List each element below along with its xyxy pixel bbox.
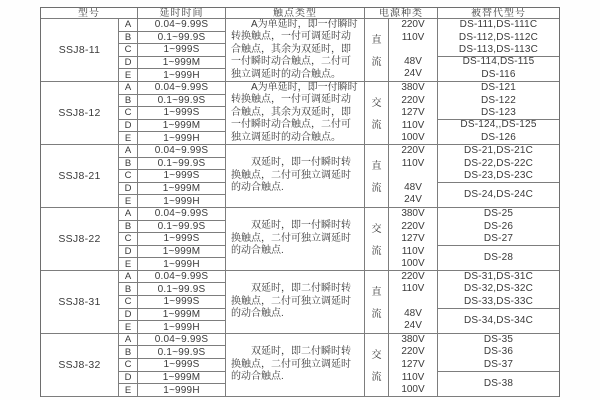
- voltage-line: 110V: [401, 119, 425, 131]
- voltage-line: 220V: [401, 220, 425, 232]
- replaced-model: DS-23,DS-23C: [463, 170, 534, 182]
- letter-cell: C: [119, 170, 138, 183]
- letter-cell: E: [119, 132, 138, 145]
- contact-type-cell: [226, 208, 365, 271]
- voltage-line: [389, 44, 437, 56]
- contact-type-text: 双延时，即一付瞬时转换触点，二付可独立调延时的动合触点.: [231, 220, 351, 257]
- model-cell: SSJ8-11: [41, 19, 119, 82]
- replaced-model: DS-113,DS-113C: [458, 44, 539, 56]
- letter-cell: D: [119, 372, 138, 385]
- letter-cell: D: [119, 309, 138, 322]
- delay-cell: 1~999H: [138, 321, 226, 334]
- replaced-models-bottom-cell: [438, 57, 559, 82]
- voltage-line: 100V: [401, 258, 425, 270]
- voltage-cell: [389, 334, 438, 397]
- replaced-model: DS-121: [480, 81, 517, 93]
- power-kind-char: 交: [371, 224, 382, 236]
- replaced-models-bottom-cell: [438, 246, 559, 271]
- delay-cell: 0.1~99.9S: [138, 346, 226, 359]
- relay-spec-table: [40, 7, 560, 397]
- delay-cell: 0.1~99.9S: [138, 283, 226, 296]
- replaced-model: DS-33,DS-33C: [463, 296, 534, 308]
- replaced-model: DS-36: [483, 346, 514, 358]
- delay-cell: 1~999H: [138, 384, 226, 397]
- contact-type-text: 双延时，即二付瞬时转换触点，二付可独立调延时的动合触点.: [231, 346, 351, 383]
- model-cell: SSJ8-21: [41, 145, 119, 208]
- voltage-cell: [389, 145, 438, 208]
- header-model: 型号: [41, 8, 138, 19]
- replaced-model: DS-22,DS-22C: [463, 157, 534, 169]
- replaced-model: DS-25: [483, 207, 514, 219]
- replaced-model: DS-37: [483, 359, 514, 371]
- voltage-line: 220V: [401, 346, 425, 358]
- delay-cell: 0.1~99.9S: [138, 32, 226, 45]
- letter-cell: D: [119, 183, 138, 196]
- delay-cell: 0.1~99.9S: [138, 95, 226, 108]
- power-kind-cell: [365, 271, 389, 334]
- header-power-type: 电源种类: [365, 8, 438, 19]
- voltage-cell: [389, 271, 438, 334]
- power-kind-char: 流: [371, 183, 382, 195]
- voltage-line: [389, 296, 437, 308]
- power-kind-char: 交: [371, 98, 382, 110]
- replaced-model: DS-26: [483, 220, 514, 232]
- delay-cell: 1~999H: [138, 258, 226, 271]
- contact-type-text: A为单延时，即一付瞬时转换触点，一付可调延时动合触点，其余为双延时，即一付瞬时动合触点，二付可独立调延时的动合触点。: [231, 81, 358, 143]
- delay-cell: 1~999S: [138, 296, 226, 309]
- voltage-line: [389, 170, 437, 182]
- letter-cell: B: [119, 158, 138, 171]
- replaced-model: DS-21,DS-21C: [463, 144, 534, 156]
- letter-cell: C: [119, 107, 138, 120]
- delay-cell: 0.04~9.99S: [138, 271, 226, 284]
- power-kind-char: 流: [371, 309, 382, 321]
- letter-cell: C: [119, 44, 138, 57]
- letter-cell: B: [119, 346, 138, 359]
- delay-cell: 0.04~9.99S: [138, 19, 226, 32]
- letter-cell: D: [119, 120, 138, 133]
- header-replaced-model: 被替代型号: [438, 8, 559, 19]
- replaced-models-top-cell: [438, 208, 559, 246]
- voltage-line: 24V: [404, 68, 422, 80]
- delay-cell: 0.04~9.99S: [138, 334, 226, 347]
- letter-cell: B: [119, 95, 138, 108]
- replaced-model: DS-32,DS-32C: [463, 283, 534, 295]
- voltage-line: 220V: [401, 144, 425, 156]
- replaced-model: DS-126: [480, 131, 517, 143]
- letter-cell: E: [119, 384, 138, 397]
- replaced-model: DS-38: [483, 377, 514, 389]
- replaced-models-top-cell: [438, 19, 559, 57]
- power-kind-cell: [365, 19, 389, 82]
- voltage-line: 127V: [401, 233, 425, 245]
- header-delay-time: 延时时间: [138, 8, 226, 19]
- replaced-model: DS-111,DS-111C: [459, 19, 538, 30]
- replaced-model: DS-114,DS-115: [462, 56, 535, 68]
- power-kind-cell: [365, 208, 389, 271]
- power-kind-char: 交: [371, 350, 382, 362]
- letter-cell: A: [119, 145, 138, 158]
- letter-cell: A: [119, 271, 138, 284]
- delay-cell: 1~999S: [138, 233, 226, 246]
- delay-cell: 0.04~9.99S: [138, 145, 226, 158]
- delay-cell: 1~999M: [138, 57, 226, 70]
- delay-cell: 0.1~99.9S: [138, 221, 226, 234]
- delay-cell: 1~999M: [138, 246, 226, 259]
- replaced-models-top-cell: [438, 334, 559, 372]
- letter-cell: D: [119, 246, 138, 259]
- delay-cell: 1~999S: [138, 44, 226, 57]
- replaced-model: DS-124,,DS-125: [460, 119, 537, 131]
- letter-cell: A: [119, 334, 138, 347]
- model-cell: SSJ8-32: [41, 334, 119, 397]
- replaced-model: DS-122: [480, 94, 517, 106]
- power-kind-char: 流: [371, 372, 382, 384]
- replaced-models-top-cell: [438, 82, 559, 120]
- delay-cell: 0.04~9.99S: [138, 82, 226, 95]
- letter-cell: C: [119, 233, 138, 246]
- replaced-models-bottom-cell: [438, 120, 559, 145]
- delay-cell: 1~999M: [138, 309, 226, 322]
- power-kind-char: 流: [371, 57, 382, 69]
- delay-cell: 1~999H: [138, 69, 226, 82]
- model-cell: SSJ8-22: [41, 208, 119, 271]
- voltage-line: 220V: [401, 19, 425, 30]
- letter-cell: B: [119, 32, 138, 45]
- delay-cell: 1~999H: [138, 132, 226, 145]
- replaced-model: DS-24,DS-24C: [463, 188, 534, 200]
- letter-cell: D: [119, 57, 138, 70]
- contact-type-text: 双延时，即二付瞬时转换触点，二付可独立调延时的动合触点.: [231, 283, 351, 320]
- delay-cell: 1~999S: [138, 107, 226, 120]
- contact-type-text: A为单延时，即一付瞬时转换触点，一付可调延时动合触点，其余为双延时，即一付瞬时动合触点，二付可独立调延时的动合触点。: [231, 19, 358, 80]
- replaced-models-bottom-cell: [438, 372, 559, 397]
- voltage-line: 48V: [404, 181, 422, 193]
- replaced-model: DS-112,DS-112C: [458, 31, 539, 43]
- contact-type-text: 双延时，即一付瞬时转换触点，二付可独立调延时的动合触点.: [231, 157, 351, 194]
- delay-cell: 0.1~99.9S: [138, 158, 226, 171]
- contact-type-cell: [226, 145, 365, 208]
- power-kind-cell: [365, 145, 389, 208]
- voltage-line: 220V: [401, 270, 425, 282]
- voltage-cell: [389, 208, 438, 271]
- letter-cell: C: [119, 296, 138, 309]
- power-kind-char: 直: [371, 35, 382, 47]
- replaced-model: DS-27: [483, 233, 514, 245]
- voltage-cell: [389, 82, 438, 145]
- replaced-models-bottom-cell: [438, 183, 559, 208]
- letter-cell: C: [119, 359, 138, 372]
- replaced-models-bottom-cell: [438, 309, 559, 334]
- voltage-line: 110V: [401, 371, 425, 383]
- voltage-line: 127V: [401, 359, 425, 371]
- delay-cell: 1~999M: [138, 183, 226, 196]
- voltage-line: 110V: [401, 31, 425, 43]
- contact-type-cell: [226, 19, 365, 82]
- letter-cell: E: [119, 69, 138, 82]
- delay-cell: 1~999M: [138, 372, 226, 385]
- voltage-line: 110V: [401, 283, 425, 295]
- delay-cell: 1~999M: [138, 120, 226, 133]
- voltage-line: 24V: [404, 194, 422, 206]
- delay-cell: 1~999S: [138, 359, 226, 372]
- letter-cell: A: [119, 19, 138, 32]
- contact-type-cell: [226, 82, 365, 145]
- delay-cell: 0.04~9.99S: [138, 208, 226, 221]
- replaced-models-top-cell: [438, 271, 559, 309]
- replaced-models-top-cell: [438, 145, 559, 183]
- voltage-line: 127V: [401, 107, 425, 119]
- voltage-line: 380V: [401, 81, 425, 93]
- power-kind-char: 流: [371, 120, 382, 132]
- voltage-line: 100V: [401, 132, 425, 144]
- power-kind-cell: [365, 334, 389, 397]
- letter-cell: B: [119, 283, 138, 296]
- voltage-line: 48V: [404, 307, 422, 319]
- voltage-line: 24V: [404, 320, 422, 332]
- delay-cell: 1~999S: [138, 170, 226, 183]
- voltage-line: 110V: [401, 245, 425, 257]
- model-cell: SSJ8-31: [41, 271, 119, 334]
- voltage-cell: [389, 19, 438, 82]
- letter-cell: A: [119, 208, 138, 221]
- contact-type-cell: [226, 271, 365, 334]
- voltage-line: 380V: [401, 207, 425, 219]
- replaced-model: DS-35: [483, 333, 514, 345]
- voltage-line: 100V: [401, 384, 425, 396]
- letter-cell: E: [119, 321, 138, 334]
- voltage-line: 220V: [401, 94, 425, 106]
- voltage-line: 110V: [401, 157, 425, 169]
- replaced-model: DS-116: [481, 68, 516, 80]
- letter-cell: E: [119, 258, 138, 271]
- replaced-model: DS-123: [480, 107, 517, 119]
- letter-cell: A: [119, 82, 138, 95]
- replaced-model: DS-28: [483, 251, 514, 263]
- power-kind-char: 直: [371, 287, 382, 299]
- replaced-model: DS-34,DS-34C: [463, 314, 534, 326]
- voltage-line: 48V: [404, 55, 422, 67]
- power-kind-char: 流: [371, 246, 382, 258]
- power-kind-cell: [365, 82, 389, 145]
- contact-type-cell: [226, 334, 365, 397]
- model-cell: SSJ8-12: [41, 82, 119, 145]
- delay-cell: 1~999H: [138, 195, 226, 208]
- header-contact-type: 触点类型: [226, 8, 365, 19]
- letter-cell: B: [119, 221, 138, 234]
- power-kind-char: 直: [371, 161, 382, 173]
- voltage-line: 380V: [401, 333, 425, 345]
- letter-cell: E: [119, 195, 138, 208]
- replaced-model: DS-31,DS-31C: [463, 270, 534, 282]
